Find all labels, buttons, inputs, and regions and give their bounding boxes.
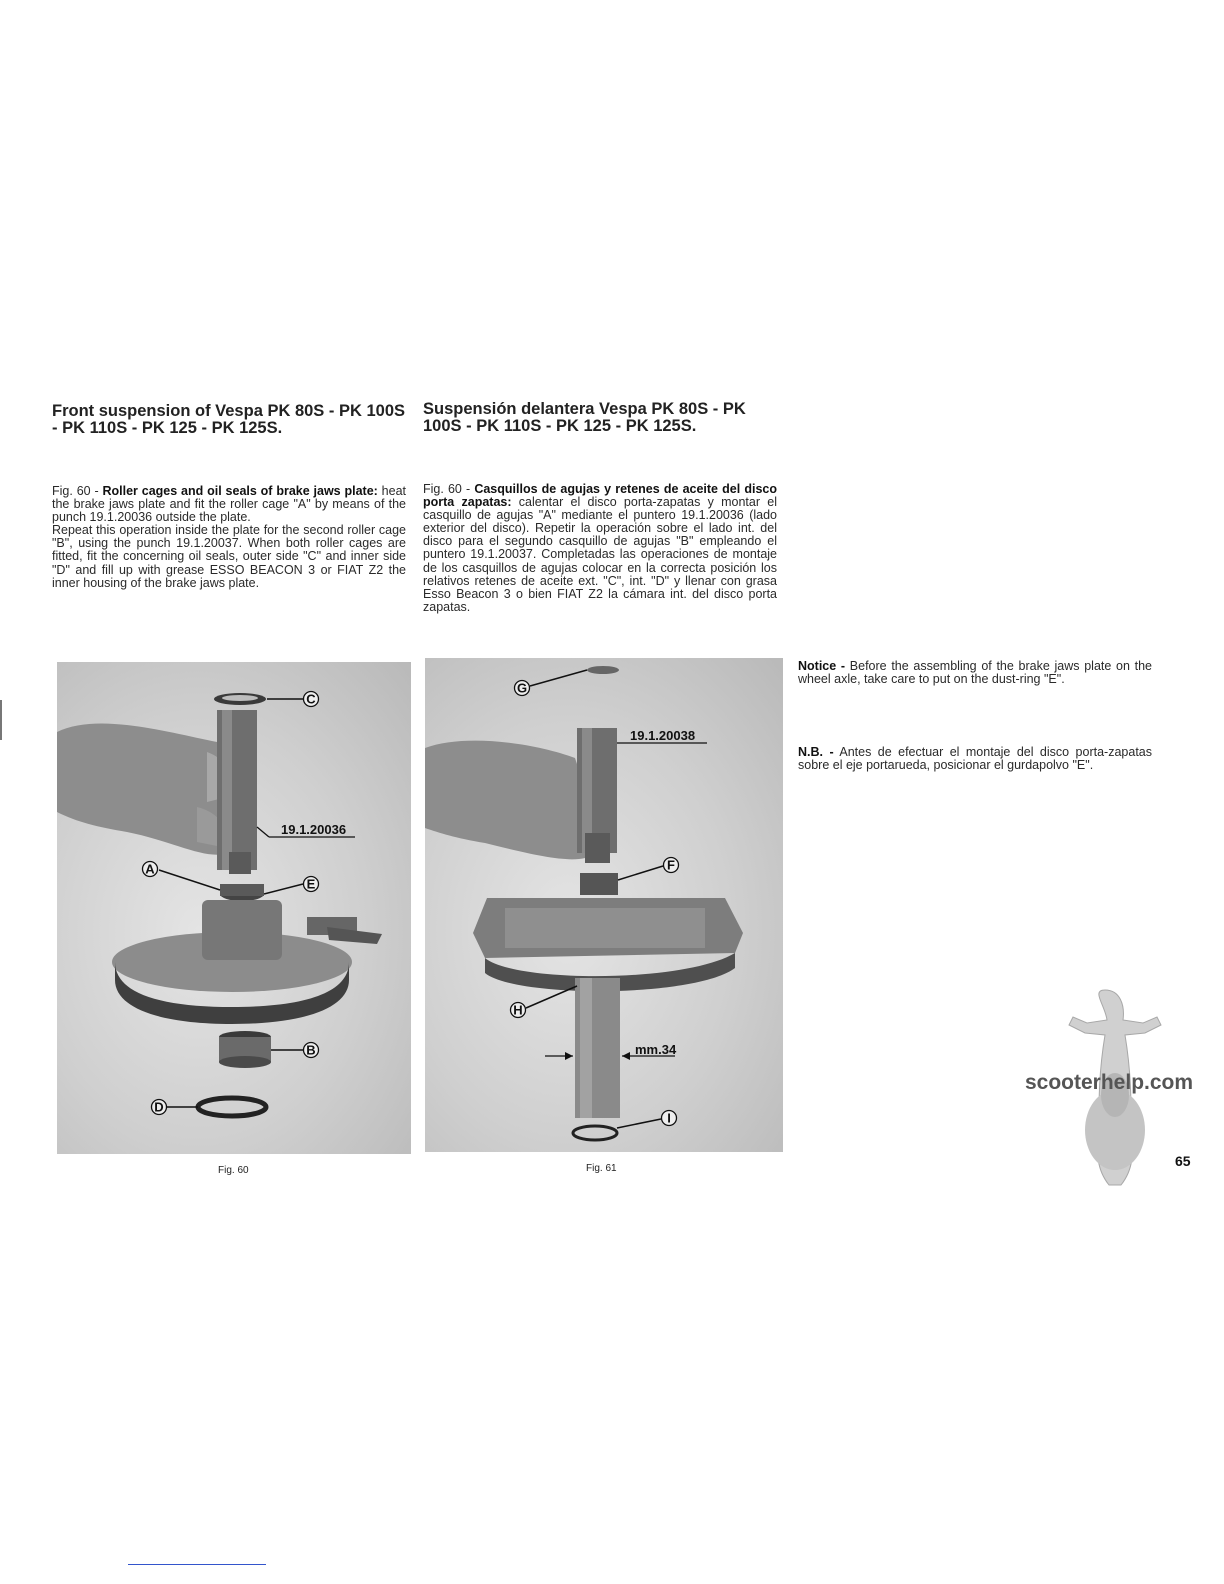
heading-english: Front suspension of Vespa PK 80S - PK 100S - PK 110S - PK 125 - PK 125S. <box>52 402 406 437</box>
footer-line <box>128 1564 266 1565</box>
notice-english <box>798 660 1152 686</box>
callout-H: H <box>513 1002 523 1018</box>
heading-spanish: Suspensión delantera Vespa PK 80S - PK 100S - PK 110S - PK 125 - PK 125S. <box>423 400 746 435</box>
figure-60-illustration <box>57 662 411 1154</box>
caption-fig61: Fig. 61 <box>586 1163 617 1174</box>
figure-61-illustration <box>425 658 783 1152</box>
callout-C: C <box>306 691 316 707</box>
callout-E: E <box>306 876 316 892</box>
paragraph-english <box>52 485 406 590</box>
page-number: 65 <box>1175 1153 1191 1169</box>
left-scan-edge <box>0 700 2 740</box>
nb-label: N.B. - <box>798 745 834 759</box>
tool-label-fig61: 19.1.20038 <box>630 728 696 743</box>
callout-G: G <box>516 680 528 696</box>
callout-B: B <box>306 1042 316 1058</box>
fig-ref: Fig. 60 - <box>423 482 475 496</box>
dimension-label: mm.34 <box>635 1042 677 1057</box>
fig-ref: Fig. 60 - <box>52 484 103 498</box>
figure-61-photo <box>425 658 783 1152</box>
notice-text: Before the assembling of the brake jaws plate on the wheel axle, take care to put on the dust-ring "E". <box>798 659 1153 687</box>
paragraph-spanish <box>423 483 777 614</box>
callout-I: I <box>667 1110 671 1126</box>
callout-D: D <box>154 1099 164 1115</box>
figure-60-photo <box>57 662 411 1154</box>
tool-label-fig60: 19.1.20036 <box>281 822 347 837</box>
notice-label: Notice - <box>798 659 846 673</box>
callout-A: A <box>145 861 155 877</box>
para-text-2: Repeat this operation inside the plate for the second roller cage "B", using the punch 19.1.20037. When both roller cages are fitted, fit the concerning oil seals, outer side "C" and inner side "D" and fill up with grease ESSO BEACON 3 or FIAT Z2 the inner housing of the brake jaws plate. <box>52 523 406 590</box>
para-text: heat the brake jaws plate and fit the roller cage "A" by means of the punch 19.1.20036 outside the plate. <box>52 484 407 525</box>
para-text: calentar el disco porta-zapatas y montar el casquillo de agujas "A" mediante el puntero 19.1.20036 (lado exterior del disco). Repetir la operación sobre el lado int. del disco para el segundo casquillo de agujas "B" empleando el puntero 19.1.20037. Completadas las operaciones de montaje de los casquillos de agujas colocar en la correcta posición los relativos retenes de aceite ext. "C", int. "D" y llenar con grasa Esso Beacon 3 o bien FIAT Z2 la cámara int. del disco porta zapatas. <box>423 495 777 614</box>
nb-text: Antes de efectuar el montaje del disco porta-zapatas sobre el eje portarueda, posicionar el gurdapolvo "E". <box>798 745 1152 773</box>
callout-F: F <box>667 857 675 873</box>
watermark-text: scooterhelp.com <box>1025 1071 1194 1094</box>
para-bold-title: Roller cages and oil seals of brake jaws plate: <box>102 484 378 498</box>
caption-fig60: Fig. 60 <box>218 1165 249 1176</box>
para-bold-title: Casquillos de agujas y retenes de aceite del disco porta zapatas: <box>423 482 777 510</box>
note-spanish <box>798 746 1152 772</box>
